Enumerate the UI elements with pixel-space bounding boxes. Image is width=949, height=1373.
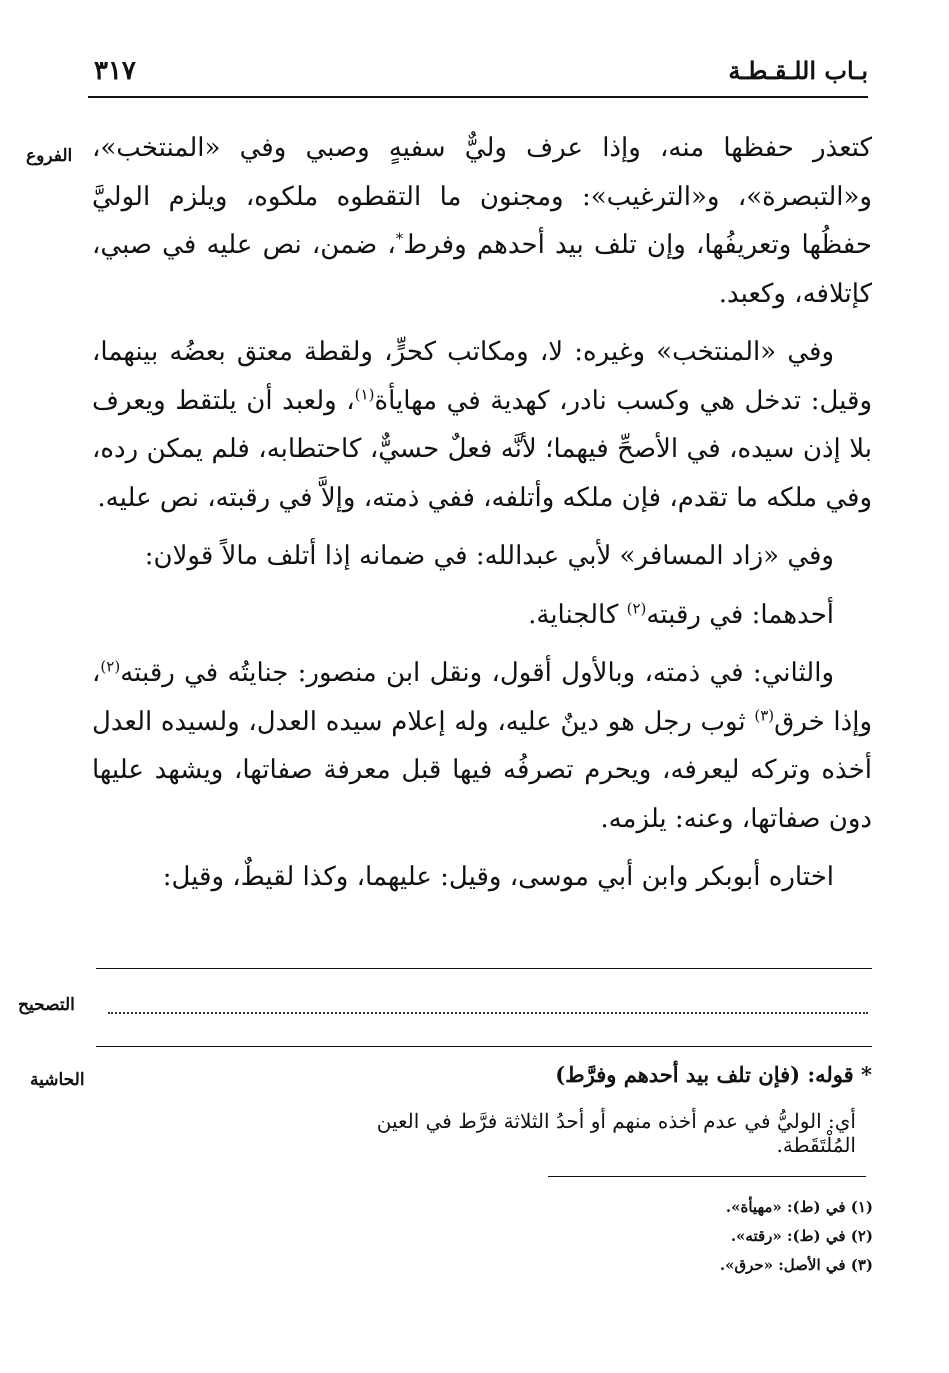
footnotes [493,1193,873,1280]
paragraph-text: ، ضمن، نص عليه في صبي، كإتلافه، وكعبد. [92,230,872,309]
margin-label-hashia: الحاشية [30,1070,85,1090]
footnote-2: (٢) في (ط): «رقته». [730,1227,873,1245]
hashia-heading: * قوله: (فإن تلف بيد أحدهم وفرَّط) [555,1062,872,1087]
page-number: ٣١٧ [94,56,136,86]
chapter-title: بـاب اللـقـطـة [728,56,868,85]
paragraph-text: اختاره أبوبكر وابن أبي موسى، وقيل: عليهما، وكذا لقيطٌ، وقيل: [162,862,834,892]
paragraph [92,532,872,581]
footnote-marker: (٢) [100,657,121,676]
paragraph-text: والثاني: في ذمته، وبالأول أقول، ونقل ابن منصور: جنايتُه في رقبته [120,658,834,688]
footnote-rule [548,1176,866,1177]
header-rule [88,96,868,98]
paragraph [92,649,872,843]
footnote-marker: (٣) [754,705,775,724]
paragraph [92,328,872,522]
footnote-marker: (٢) [626,598,647,617]
footnote-1: (١) في (ط): «مهيأة». [725,1198,873,1216]
paragraph-text: أحدهما: في رقبته [646,599,834,630]
footnote-3: (٣) في الأصل: «حرق». [719,1256,873,1274]
paragraph-text: وفي «زاد المسافر» لأبي عبدالله: في ضمانه إذا أتلف مالاً قولان: [144,541,834,571]
paragraph [92,591,872,640]
paragraph-text: كالجناية. [528,599,627,630]
page-header [88,52,868,98]
tashih-dotted-line [108,1012,868,1014]
main-text [92,124,872,912]
footnote-marker: (١) [354,384,375,403]
section-rule-bottom [96,1046,872,1047]
hashia-section [300,1062,872,1157]
paragraph-text: ثوب رجل هو دينٌ عليه، وله إعلام سيده العدل، ولسيده العدل أخذه وتركه ليعرفه، ويحرم تصرفُه فيها قبل معرفة صفاتها، ويشهد عليها دون صفاتها، وعنه: يلزمه. [92,706,872,834]
paragraph-text: ، ولعبد أن يلتقط ويعرف بلا إذن سيده، في الأصحِّ فيهما؛ لأنَّه فعلٌ حسيٌّ، كاحتطابه، فلم يمكن رده، وفي ملكه ما تقدم، فإن ملكه وأتلفه، ففي ذمته، وإلاَّ في رقبته، نص عليه. [92,385,872,513]
paragraph-text: ، وإذا خرق [92,658,872,737]
paragraph [92,124,872,318]
margin-label-tashih: التصحيح [18,995,75,1015]
paragraph-text: كتعذر حفظها منه، وإذا عرف وليٌّ سفيهٍ وصبي وفي «المنتخب»، و«التبصرة»، و«الترغيب»: ومجنون ما التقطوه ملكوه، ويلزم الوليَّ حفظُها وتعريفُها، وإن تلف بيد أحدهم وفرط [92,133,873,260]
margin-label-furu: الفروع [26,146,73,166]
footnote-marker: * [395,229,404,248]
paragraph [92,853,872,902]
paragraph-text: وفي «المنتخب» وغيره: لا، ومكاتب كحرٍّ، ولقطة معتق بعضُه بينهما، وقيل: تدخل هي وكسب نادر، كهدية في مهايأة [92,337,873,416]
section-rule-top [96,968,872,969]
hashia-text: أي: الوليُّ في عدم أخذه منهم أو أحدُ الثلاثة فرَّط في العين المُلْتَقَطة. [376,1109,856,1157]
